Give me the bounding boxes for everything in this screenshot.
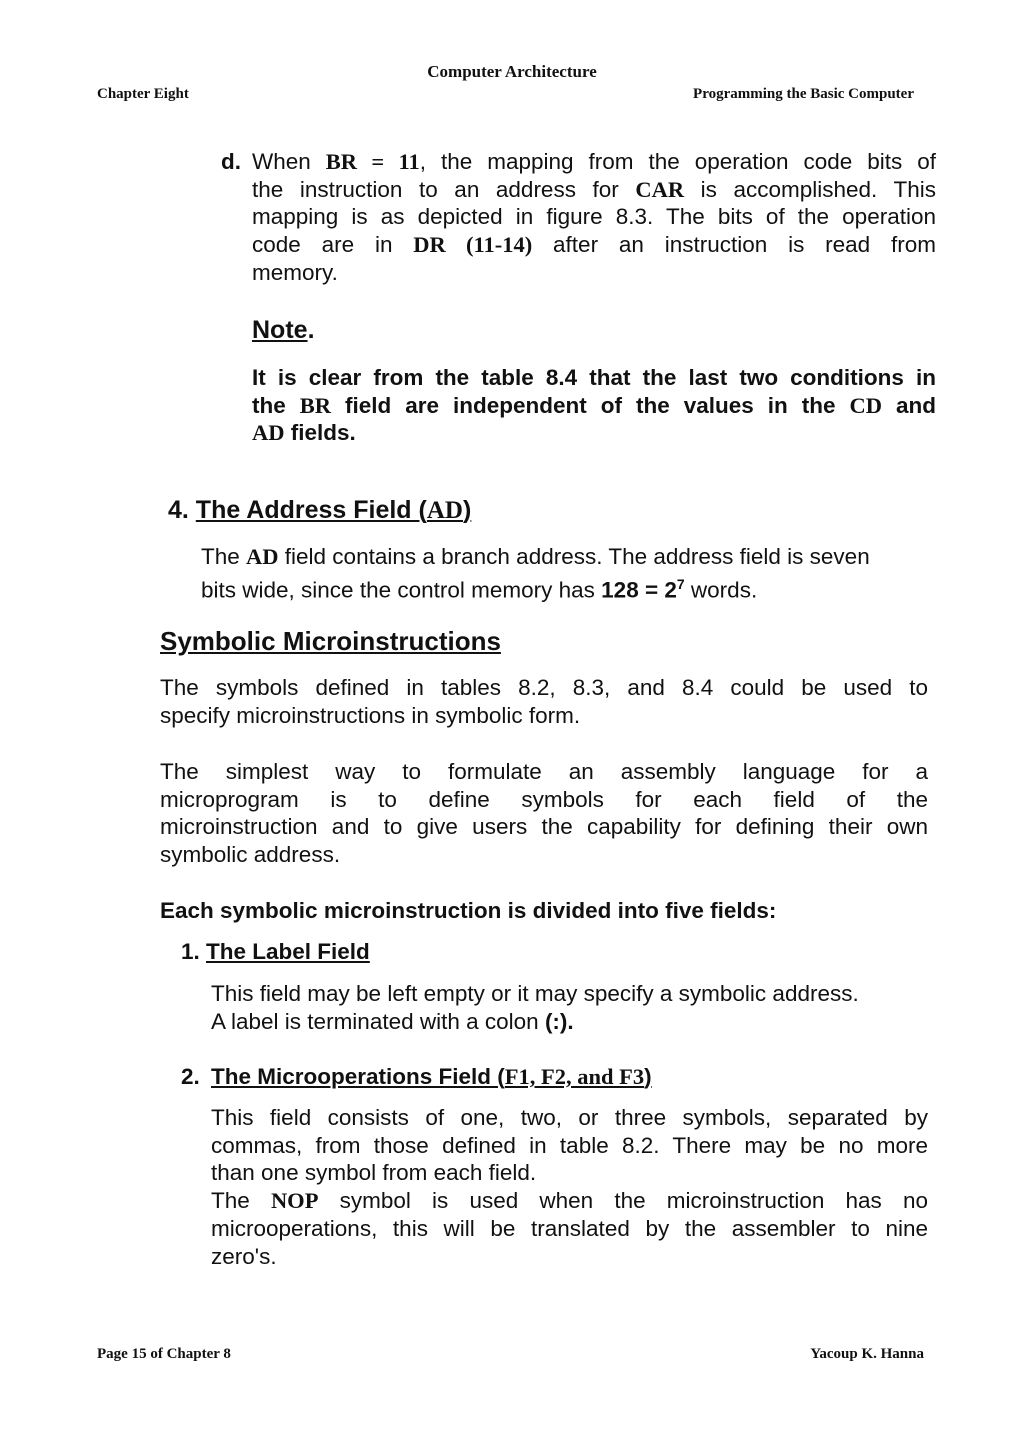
item-d-marker: d. bbox=[221, 149, 241, 174]
symbolic-heading: Symbolic Microinstructions bbox=[160, 626, 501, 656]
section-label: Programming the Basic Computer bbox=[693, 86, 914, 102]
note-line-1: It is clear from the table 8.4 that the last two conditions in bbox=[252, 365, 936, 390]
chapter-label: Chapter Eight bbox=[97, 86, 189, 102]
item-d-paragraph bbox=[252, 148, 936, 287]
note-line-2: the BR field are independent of the values in the CD and bbox=[252, 392, 936, 418]
item-d-line-4: code are in DR (11-14) after an instruction is read from bbox=[252, 232, 937, 258]
note-heading: Note. bbox=[252, 316, 315, 344]
author-name: Yacoup K. Hanna bbox=[810, 1346, 924, 1362]
address-field-paragraph bbox=[201, 543, 928, 604]
symbolic-paragraph-2: The simplest way to formulate an assembly language for a microprogram is to define symbols for each field of the microinstruction and to give users the capability for defining their own symbolic address. bbox=[160, 759, 928, 868]
label-field-heading: 1. The Label Field bbox=[181, 939, 370, 964]
note-body bbox=[252, 364, 936, 447]
microops-number: 2. bbox=[181, 1064, 200, 1089]
address-field-heading: 4. The Address Field (AD) bbox=[168, 496, 472, 524]
running-title: Computer Architecture bbox=[427, 62, 597, 81]
item-d-line-1: When BR = 11, the mapping from the operation code bits of bbox=[252, 149, 936, 174]
address-line-2: bits wide, since the control memory has $128 = 2^7$ words. bbox=[201, 575, 758, 603]
fields-intro: Each symbolic microinstruction is divided into five fields: bbox=[160, 898, 777, 923]
microops-field-heading: The Microoperations Field (F1, F2, and F3) bbox=[211, 1064, 652, 1089]
label-field-paragraph: This field may be left empty or it may specify a symbolic address. A label is terminated with a colon (:). bbox=[211, 981, 859, 1034]
symbolic-paragraph-1: The symbols defined in tables 8.2, 8.3, and 8.4 could be used to specify microinstructions in symbolic form. bbox=[160, 675, 928, 728]
microops-field-paragraph: This field consists of one, two, or three symbols, separated by commas, from those defined in table 8.2. There may be no more than one symbol from each field. The NOP symbol is used when the microinstruction has no microoperations, this will be translated by the assembler to nine zero's. bbox=[211, 1105, 928, 1269]
item-d-line-3: mapping is as depicted in figure 8.3. The bits of the operation bbox=[252, 204, 936, 230]
address-line-1: The AD field contains a branch address. The address field is seven bbox=[201, 544, 870, 569]
item-d-line-2: the instruction to an address for CAR is accomplished. This bbox=[252, 176, 936, 202]
note-line-3: AD fields. bbox=[252, 420, 356, 446]
page-number: Page 15 of Chapter 8 bbox=[97, 1346, 231, 1362]
item-d-line-5: memory. bbox=[252, 259, 338, 285]
